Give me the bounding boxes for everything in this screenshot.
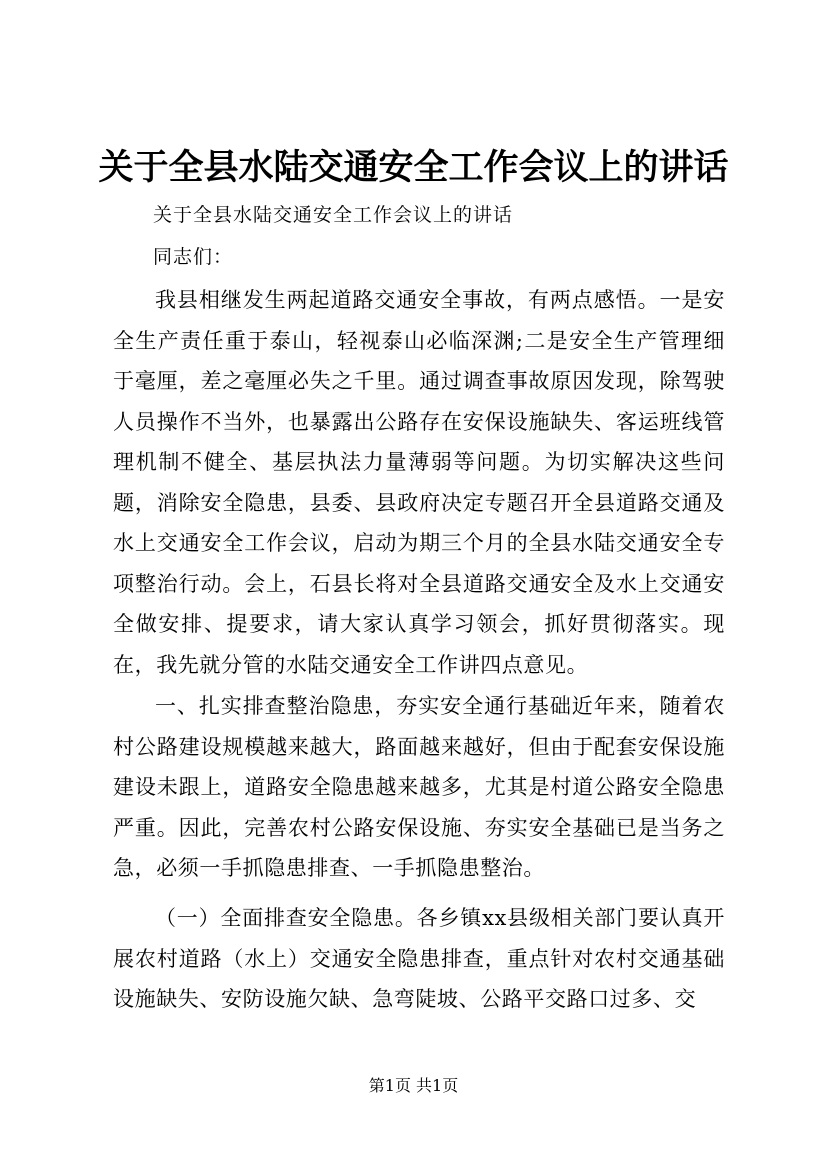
paragraph-3: （一）全面排查安全隐患。各乡镇xx县级相关部门要认真开展农村道路（水上）交通安全隐患排查，重点针对农村交通基础设施缺失、安防设施欠缺、急弯陡坡、公路平交路口过多、交 [113, 906, 725, 1011]
greeting: 同志们： [153, 246, 234, 268]
paragraph-2: 一、扎实排查整治隐患，夯实安全通行基础近年来，随着农村公路建设规模越来越大，路面越来越好，但由于配套安保设施建设未跟上，道路安全隐患越来越多，尤其是村道公路安全隐患严重。因此，完善农村公路安保设施、夯实安全基础已是当务之急，必须一手抓隐患排查、一手抓隐患整治。 [113, 694, 725, 880]
document-title: 关于全县水陆交通安全工作会议上的讲话 [98, 147, 729, 188]
page-footer: 第1页 共1页 [368, 1076, 459, 1095]
document-subtitle: 关于全县水陆交通安全工作会议上的讲话 [153, 204, 514, 226]
paragraph-1: 我县相继发生两起道路交通安全事故，有两点感悟。一是安全生产责任重于泰山，轻视泰山必临深渊;二是安全生产管理细于毫厘，差之毫厘必失之千里。通过调查事故原因发现，除驾驶人员操作不当外，也暴露出公路存在安保设施缺失、客运班线管理机制不健全、基层执法力量薄弱等问题。为切实解决这些问题，消除安全隐患，县委、县政府决定专题召开全县道路交通及水上交通安全工作会议，启动为期三个月的全县水陆交通安全专项整治行动。会上，石县长将对全县道路交通安全及水上交通安全做安排、提要求，请大家认真学习领会，抓好贯彻落实。现在，我先就分管的水陆交通安全工作讲四点意见。 [113, 288, 725, 677]
